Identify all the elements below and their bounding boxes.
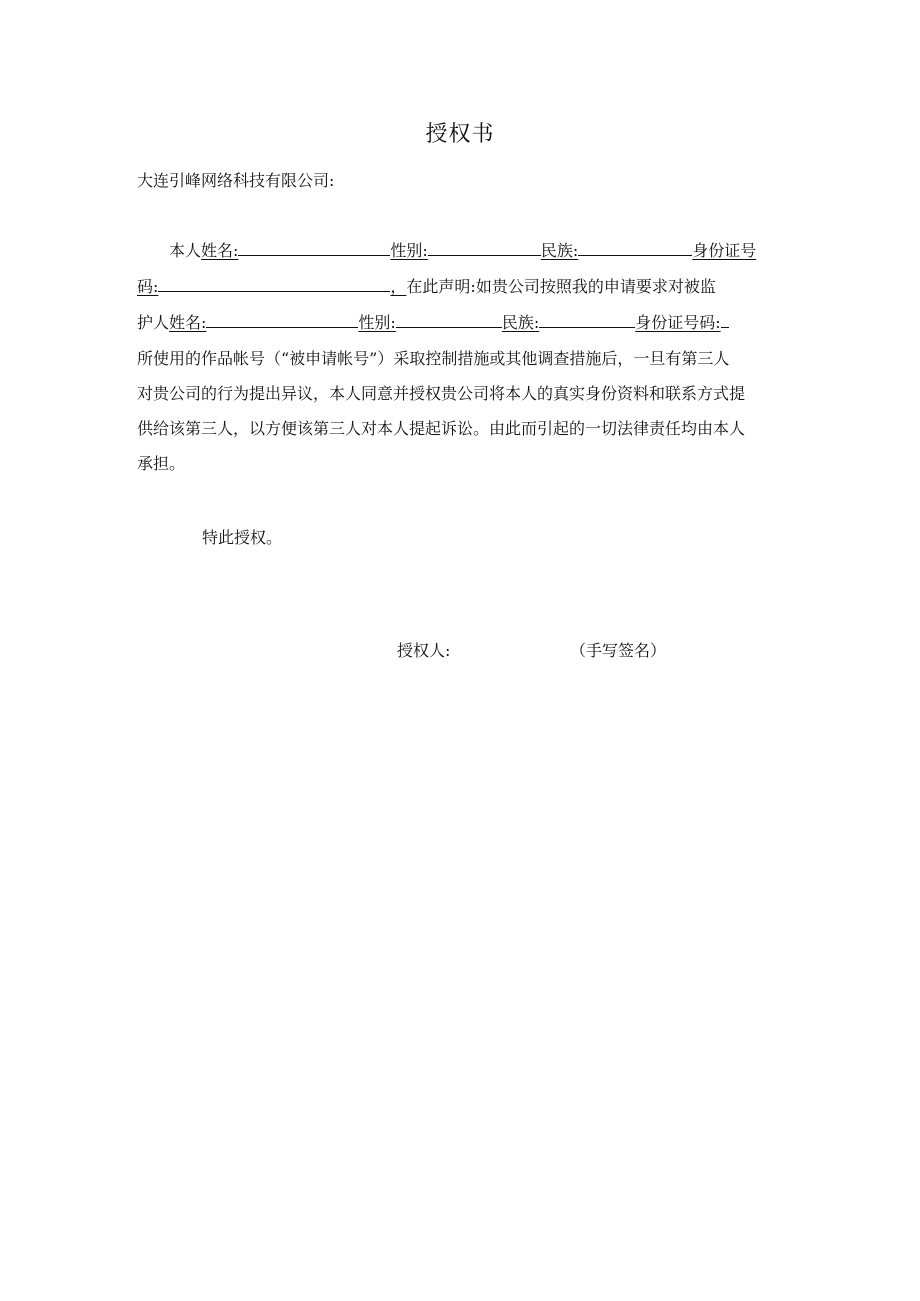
ward-gender-blank[interactable] bbox=[396, 308, 502, 328]
declarant-id-label-part2: 码: bbox=[137, 277, 159, 296]
ward-id-blank[interactable] bbox=[721, 308, 729, 328]
declarant-id-blank[interactable] bbox=[158, 272, 390, 292]
declarant-name-label: 姓名: bbox=[201, 241, 239, 260]
declaration-line bbox=[137, 272, 716, 296]
declaration-text: 在此声明:如贵公司按照我的申请要求对被监 bbox=[406, 277, 716, 296]
signature-label: 授权人: bbox=[397, 641, 451, 660]
ward-ethnicity-blank[interactable] bbox=[539, 308, 635, 328]
ward-id-label: 身份证号码: bbox=[635, 313, 721, 332]
declarant-gender-label: 性别: bbox=[390, 241, 428, 260]
signature-hint: （手写签名） bbox=[570, 641, 667, 660]
ward-ethnicity-label: 民族: bbox=[501, 313, 540, 332]
paragraph-line: 所使用的作品帐号（“被申请帐号”）采取控制措施或其他调查措施后，一旦有第三人 bbox=[137, 349, 730, 368]
paragraph-line: 对贵公司的行为提出异议，本人同意并授权贵公司将本人的真实身份资料和联系方式提 bbox=[137, 384, 746, 403]
declaration-paragraph bbox=[137, 341, 787, 481]
paragraph-line: 承担。 bbox=[137, 454, 186, 473]
document-title: 授权书 bbox=[425, 122, 495, 147]
paragraph-line: 供给该第三人，以方便该第三人对本人提起诉讼。由此而引起的一切法律责任均由本人 bbox=[137, 419, 746, 438]
declarant-name-blank[interactable] bbox=[238, 236, 390, 256]
ward-name-label: 姓名: bbox=[169, 313, 207, 332]
ward-gender-label: 性别: bbox=[358, 313, 396, 332]
declarant-ethnicity-label: 民族: bbox=[540, 241, 579, 260]
closing-statement: 特此授权。 bbox=[202, 528, 283, 547]
declaration-comma: ， bbox=[390, 277, 407, 296]
ward-name-blank[interactable] bbox=[206, 308, 358, 328]
signature-block bbox=[397, 638, 667, 661]
declarant-gender-blank[interactable] bbox=[428, 236, 541, 256]
declarant-ethnicity-blank[interactable] bbox=[578, 236, 692, 256]
declarant-id-label-part1: 身份证号 bbox=[692, 241, 757, 260]
declarant-info-line bbox=[169, 236, 756, 260]
declarant-prefix: 本人 bbox=[169, 241, 202, 260]
ward-prefix: 护人 bbox=[137, 313, 170, 332]
addressee: 大连引峰网络科技有限公司: bbox=[137, 171, 335, 190]
ward-info-line bbox=[137, 308, 729, 332]
